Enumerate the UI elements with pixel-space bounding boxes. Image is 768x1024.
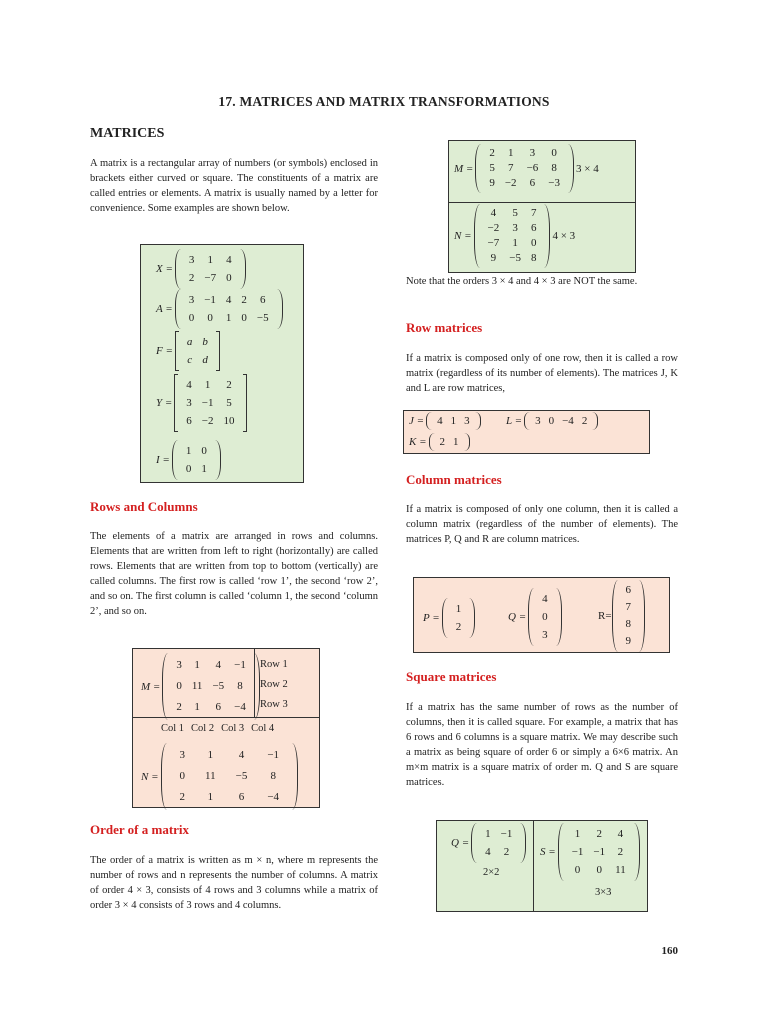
matrix-y [156,374,247,432]
matrix-cell: 2 [503,846,510,858]
matrix-row [621,633,637,650]
col-matrix-r [598,580,645,652]
row-matrix-l [506,412,598,430]
matrix-cell: −1 [267,749,280,761]
matrix-cell: 2 [241,294,247,306]
sq-q-order: 2×2 [483,867,500,878]
matrix-row [537,590,553,608]
matrix-row [170,787,290,808]
matrix-cell: 7 [625,601,632,613]
matrix-x-label: X = [156,263,173,275]
heading-rows-columns: Rows and Columns [90,499,198,514]
matrix-cell: 1 [185,445,192,457]
row-matrix-k [409,433,470,451]
matrix-f-label: F = [156,345,173,357]
matrix-cell: −1 [204,294,216,306]
matrix-row [182,351,213,369]
matrix-row [181,460,212,478]
row-label-3: Row 3 [260,699,288,710]
matrix-row [182,333,213,351]
heading-row-matrices: Row matrices [406,320,483,335]
matrix-cell: 8 [625,618,632,630]
matrix-cell: 4 [186,379,192,391]
matrix-row [567,825,631,843]
row-k-label: K = [409,436,427,448]
matrix-row [181,442,212,460]
matrix-cell: 9 [625,635,632,647]
sq-matrix-q [451,823,526,863]
matrix-cell: 6 [529,177,536,189]
matrix-cell: 3 [529,147,536,159]
matrix-row [484,176,565,191]
order-n-label: N = [454,230,472,242]
matrix-n-cols [141,743,298,810]
matrix-cell: 6 [186,415,192,427]
row-j-grid [433,412,474,430]
matrix-cell: −4 [562,415,574,427]
matrix-f [156,331,220,371]
matrix-cell: 1 [450,415,457,427]
matrix-cell: 0 [201,445,207,457]
matrix-cell: 1 [201,463,207,475]
order-m-size: 3 × 4 [576,162,599,175]
heading-column-matrices: Column matrices [406,472,502,487]
matrix-row [484,161,565,176]
matrix-cell: 2 [596,828,603,840]
sq-q-label: Q = [451,837,470,849]
matrix-cell: 4 [225,294,232,306]
matrix-cell: 2 [455,621,462,633]
row-l-label: L = [506,415,523,427]
matrix-cell: 1 [207,254,214,266]
matrix-cell: c [187,354,193,366]
matrix-a [156,289,283,329]
order-m-label: M = [454,162,474,175]
matrix-i-grid [181,442,212,478]
column-matrices-box [413,577,670,653]
matrix-cell: 7 [507,162,514,174]
row-l-grid [531,412,591,430]
matrix-cell: 11 [205,770,216,782]
matrix-cell: −5 [256,312,269,324]
matrix-cell: −4 [234,701,246,713]
matrix-cell: 5 [489,162,495,174]
row-matrix-j [409,412,481,430]
matrix-x-grid [184,251,237,287]
order-n-size: 4 × 3 [552,230,576,242]
rc-n-label: N = [141,770,159,783]
matrix-cell: −1 [571,846,584,858]
sq-s-grid [567,825,631,879]
order-n-grid [483,206,542,266]
matrix-row [537,608,553,626]
matrix-cell: 1 [194,701,200,713]
matrix-cell: −3 [548,177,560,189]
matrix-row [171,655,251,676]
matrix-cell: 7 [530,207,537,219]
sq-s-label: S = [540,846,556,858]
col-label-divider [133,717,319,718]
matrix-i-label: I = [156,454,170,466]
row-label-divider [254,649,255,717]
matrix-cell: 2 [176,701,182,713]
matrix-cell: 4 [485,846,491,858]
matrix-x [156,249,246,289]
matrix-row [184,251,237,269]
matrix-cell: 1 [207,791,214,803]
matrix-cell: 5 [512,207,518,219]
matrix-cell: 2 [581,415,588,427]
matrix-row [483,251,542,266]
order-divider [449,202,635,203]
matrix-cell: 6 [260,294,266,306]
matrix-cell: 3 [535,415,541,427]
matrix-cell: −2 [504,177,517,189]
matrix-cell: 5 [226,397,232,409]
column-matrices-paragraph: If a matrix is composed of only one column, then it is called a column matrix (regardless of the number of elements). The matrices P, Q and R are column matrices. [406,504,678,545]
page-number: 160 [661,945,678,957]
matrix-cell: 1 [207,749,214,761]
matrix-row [170,766,290,787]
matrix-cell: 0 [207,312,213,324]
matrix-cell: 2 [489,147,495,159]
matrix-cell: 0 [574,864,581,876]
matrix-cell: 4 [226,254,232,266]
matrix-cell: 3 [464,415,470,427]
matrix-cell: 0 [185,463,192,475]
matrix-cell: 2 [617,846,624,858]
order-paragraph: The order of a matrix is written as m × n, where m represents the number of rows and n represents the number of columns. A matrix of order 4 × 3, consists of 4 rows and 3 columns while a matrix of order 3 × 4 consists of 3 rows and 4 columns. [90,855,378,911]
square-matrices-paragraph: If a matrix has the same number of rows as the number of columns, then it is called square. For example, a matrix that has 6 rows and 6 columns is a square matrix. We may describe such a matrix as being square of order 6 or simply a 6×6 matrix. An m×m matrix is a square matrix of order m. Q and S are square matrices. [406,702,678,788]
matrix-y-grid [181,376,239,430]
matrix-i [156,440,221,480]
matrix-cell: 9 [490,252,497,264]
matrix-row [621,599,637,616]
matrix-cell: 0 [179,770,186,782]
matrix-cell: 0 [548,415,555,427]
col-label-4: Col 4 [251,723,275,734]
matrix-cell: 4 [617,828,624,840]
square-divider [533,821,534,911]
col-labels [161,723,274,734]
matrix-cell: 0 [226,272,232,284]
rc-m-grid [171,655,251,718]
matrix-row [567,861,631,879]
matrix-cell: 0 [551,147,557,159]
matrix-f-grid [182,333,213,369]
rows-columns-paragraph: The elements of a matrix are arranged in rows and columns. Elements that are written from left to right (horizontally) are called rows. Elements that are written from top to bottom (vertically) are called columns. The first row is called ‘row 1’, the second ‘row 2’, and so on. The first column is called ‘column 1, the second ‘column 2’, and so on. [90,531,378,617]
matrix-cell: 8 [551,162,557,174]
matrix-cell: 6 [625,584,632,596]
order-matrix-n [454,204,575,268]
matrix-cell: 4 [238,749,245,761]
matrix-row [171,697,251,718]
matrix-row [537,626,553,644]
matrix-cell: 8 [270,770,276,782]
matrix-row [480,825,517,843]
matrix-row [170,745,290,766]
matrix-cell: 0 [542,611,548,623]
col-matrix-p [423,598,475,638]
matrix-cell: 0 [530,237,537,249]
matrix-row [181,412,239,430]
col-label-2: Col 2 [191,723,215,734]
matrix-m-rows [141,653,260,720]
matrix-row [484,146,565,161]
matrix-cell: 1 [512,237,518,249]
matrix-row [184,309,274,327]
matrix-cell: −1 [234,659,246,671]
matrix-cell: 4 [215,659,222,671]
matrix-cell: 1 [194,659,200,671]
matrix-cell: b [202,336,208,348]
sq-matrix-s [540,823,640,881]
col-r-grid [621,582,637,650]
matrix-row [451,618,467,636]
col-q-label: Q = [508,611,527,623]
matrix-row [483,221,542,236]
matrix-row [483,236,542,251]
matrix-cell: 3 [188,254,195,266]
matrix-row [621,582,637,599]
col-p-label: P = [423,612,440,624]
matrix-cell: 3 [542,629,548,641]
heading-matrices: MATRICES [90,126,165,141]
matrix-cell: 3 [179,749,186,761]
rc-m-label: M = [141,680,161,693]
matrix-row [181,376,239,394]
matrix-cell: 9 [489,177,495,189]
matrix-cell: d [202,354,208,366]
matrix-cell: 11 [615,864,626,876]
matrix-cell: −1 [500,828,513,840]
matrix-cell: 3 [188,294,195,306]
matrix-cell: −7 [487,237,500,249]
matrix-cell: 0 [241,312,247,324]
col-label-3: Col 3 [221,723,245,734]
matrix-cell: 4 [437,415,443,427]
matrix-cell: 1 [574,828,581,840]
matrix-cell: 2 [439,436,446,448]
matrix-cell: −4 [267,791,280,803]
matrix-cell: 6 [238,791,245,803]
matrix-cell: 3 [512,222,518,234]
matrix-cell: −7 [204,272,217,284]
matrix-cell: 0 [596,864,603,876]
matrix-cell: 6 [215,701,222,713]
row-label-1: Row 1 [260,659,288,670]
row-label-2: Row 2 [260,679,288,690]
matrix-cell: 1 [204,379,211,391]
matrix-row [436,433,463,451]
matrix-y-label: Y = [156,397,173,409]
matrix-cell: 1 [485,828,491,840]
matrix-cell: 0 [176,680,182,692]
matrix-cell: −6 [526,162,539,174]
matrix-a-grid [184,291,274,327]
matrix-row [451,600,467,618]
matrix-cell: 0 [188,312,195,324]
matrix-cell: 1 [455,603,462,615]
row-labels [260,655,288,715]
page-title: 17. MATRICES AND MATRIX TRANSFORMATIONS [218,94,550,109]
col-matrix-q [508,588,562,646]
matrix-row [184,269,237,287]
row-j-label: J = [409,415,425,427]
matrix-row [621,616,637,633]
matrix-a-label: A = [156,303,173,315]
matrix-cell: 3 [176,659,182,671]
matrix-cell: −5 [212,680,225,692]
heading-order: Order of a matrix [90,822,190,837]
order-example-box [448,140,636,273]
matrix-cell: 1 [507,147,514,159]
col-q-grid [537,590,553,644]
matrix-cell: 2 [179,791,186,803]
matrix-cell: −5 [509,252,521,264]
matrix-row [181,394,239,412]
col-r-label: R= [598,610,612,622]
sq-q-grid [480,825,517,861]
matrix-cell: 4 [542,593,548,605]
heading-square-matrices: Square matrices [406,669,497,684]
examples-box [140,244,304,483]
matrix-row [567,843,631,861]
matrix-cell: 8 [530,252,537,264]
matrix-cell: 4 [490,207,497,219]
matrix-cell: 1 [453,436,459,448]
matrix-cell: 6 [530,222,537,234]
matrix-cell: a [186,336,193,348]
rows-columns-box [132,648,320,808]
row-matrices-box [403,410,650,454]
order-m-grid [484,146,565,191]
matrix-row [171,676,251,697]
matrix-row [531,412,591,430]
matrix-cell: 11 [191,680,203,692]
intro-paragraph: A matrix is a rectangular array of numbers (or symbols) enclosed in brackets either curved or square. The constituents of a matrix are called entries or elements. A matrix is usually named by a letter for convenience. Some examples are shown below. [90,158,378,214]
row-matrices-paragraph: If a matrix is composed only of one row, then it is called a row matrix (regardless of its number of elements). The matrices J, K and L are row matrices, [406,353,678,394]
matrix-cell: 2 [226,379,232,391]
sq-s-order: 3×3 [595,887,612,898]
matrix-row [184,291,274,309]
matrix-cell: 8 [237,680,243,692]
square-matrices-box [436,820,648,912]
matrix-cell: 1 [225,312,232,324]
matrix-row [480,843,517,861]
order-matrix-m [454,144,599,193]
note-paragraph: Note that the orders 3 × 4 and 4 × 3 are NOT the same. [406,276,638,287]
matrix-cell: 3 [186,397,192,409]
matrix-cell: −1 [201,397,214,409]
matrix-cell: −5 [235,770,248,782]
rc-n-grid [170,745,290,808]
matrix-row [483,206,542,221]
row-k-grid [436,433,463,451]
matrix-cell: −2 [201,415,214,427]
col-p-grid [451,600,467,636]
matrix-cell: 2 [188,272,195,284]
matrix-cell: −1 [593,846,606,858]
matrix-cell: 10 [223,415,235,427]
matrix-cell: −2 [487,222,500,234]
col-label-1: Col 1 [161,723,185,734]
matrix-row [433,412,474,430]
